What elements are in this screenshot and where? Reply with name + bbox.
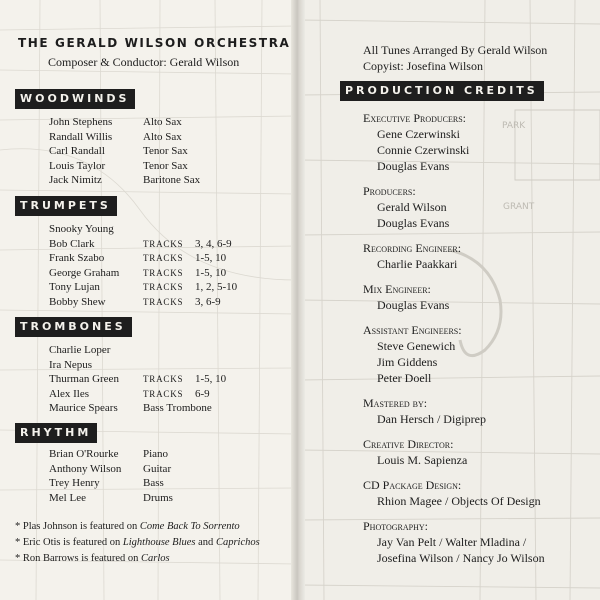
booklet-spine bbox=[291, 0, 305, 600]
member-role: Bass bbox=[143, 477, 164, 489]
member-name: Randall Willis bbox=[49, 130, 113, 143]
credit-name: Douglas Evans bbox=[377, 216, 450, 230]
map-label: PARK bbox=[502, 121, 526, 131]
credit-name: Jay Van Pelt / Walter Mladina / bbox=[377, 535, 527, 549]
song-title: Caprichos bbox=[215, 537, 260, 548]
credit-group bbox=[363, 518, 545, 566]
credit-heading: Photography: bbox=[363, 519, 428, 533]
footnote bbox=[15, 551, 260, 567]
member-name: Jack Nimitz bbox=[49, 174, 102, 186]
credit-group bbox=[363, 183, 545, 231]
member-name: Mel Lee bbox=[49, 491, 86, 504]
member-role: Bass Trombone bbox=[143, 402, 212, 414]
production-credits-tag: PRODUCTION CREDITS bbox=[340, 81, 544, 101]
member-name: Maurice Spears bbox=[49, 402, 118, 414]
member-name: George Graham bbox=[49, 266, 120, 279]
credit-name: Charlie Paakkari bbox=[377, 257, 458, 271]
credit-name: Dan Hersch / Digiprep bbox=[377, 412, 486, 426]
credit-name: Steve Genewich bbox=[377, 339, 456, 353]
footnote-text: * Eric Otis is featured on bbox=[15, 537, 123, 548]
member-name: Alex Iles bbox=[49, 387, 90, 400]
credit-name: Douglas Evans bbox=[377, 159, 450, 173]
copyist-line: Copyist: Josefina Wilson bbox=[363, 59, 483, 73]
tracks-label: TRACKS bbox=[143, 374, 184, 384]
production-credits-list bbox=[363, 110, 545, 575]
credit-group bbox=[363, 477, 545, 509]
section-tag-trombones: TROMBONES bbox=[15, 317, 132, 337]
tracks-label: TRACKS bbox=[143, 282, 184, 292]
left-page bbox=[0, 0, 296, 600]
credit-name: Gene Czerwinski bbox=[377, 127, 460, 141]
member-role: Alto Sax bbox=[143, 130, 182, 143]
member-name: Frank Szabo bbox=[49, 252, 105, 264]
member-name: Carl Randall bbox=[49, 145, 105, 157]
member-name: Anthony Wilson bbox=[49, 462, 122, 475]
footnote-joiner: and bbox=[195, 537, 216, 548]
tracks-value: 3, 4, 6-9 bbox=[195, 237, 232, 250]
credit-group bbox=[363, 395, 545, 427]
song-title: Lighthouse Blues bbox=[122, 537, 196, 548]
credit-group bbox=[363, 240, 545, 272]
song-title: Carlos bbox=[140, 553, 170, 564]
member-name: Bob Clark bbox=[49, 237, 95, 250]
member-role: Piano bbox=[143, 448, 169, 460]
member-name: Trey Henry bbox=[49, 477, 100, 489]
credit-group bbox=[363, 281, 545, 313]
member-name: Tony Lujan bbox=[49, 281, 100, 293]
member-name: Brian O'Rourke bbox=[49, 448, 119, 460]
tracks-value: 1-5, 10 bbox=[195, 373, 227, 385]
credit-group bbox=[363, 322, 545, 386]
member-role: Tenor Sax bbox=[143, 159, 188, 172]
credit-heading: Recording Engineer: bbox=[363, 241, 462, 255]
composer-conductor: Composer & Conductor: Gerald Wilson bbox=[48, 55, 240, 69]
credit-name: Gerald Wilson bbox=[377, 200, 447, 214]
orchestra-title: THE GERALD WILSON ORCHESTRA bbox=[18, 36, 291, 50]
tracks-label: TRACKS bbox=[143, 238, 184, 249]
credit-name: Josefina Wilson / Nancy Jo Wilson bbox=[377, 551, 545, 565]
member-name: Charlie Loper bbox=[49, 344, 111, 356]
member-role: Guitar bbox=[143, 462, 172, 475]
section-tag-woodwinds: WOODWINDS bbox=[15, 89, 135, 109]
footnote bbox=[15, 535, 260, 551]
member-name: Bobby Shew bbox=[49, 295, 106, 308]
credit-name: Peter Doell bbox=[377, 371, 432, 385]
credit-group bbox=[363, 110, 545, 174]
song-title: Come Back To Sorrento bbox=[139, 521, 240, 532]
credit-name: Jim Giddens bbox=[377, 355, 438, 369]
member-role: Alto Sax bbox=[143, 116, 182, 128]
credit-heading: Creative Director: bbox=[363, 437, 454, 451]
tracks-label: TRACKS bbox=[143, 267, 184, 278]
member-role: Tenor Sax bbox=[143, 145, 188, 157]
member-role: Drums bbox=[143, 491, 173, 504]
credit-heading: Mastered by: bbox=[363, 396, 428, 410]
footnote-text: * Ron Barrows is featured on bbox=[15, 553, 141, 564]
credit-heading: Mix Engineer: bbox=[363, 282, 431, 296]
arranger-line: All Tunes Arranged By Gerald Wilson bbox=[363, 43, 548, 57]
credit-name: Louis M. Sapienza bbox=[377, 453, 468, 467]
member-name: John Stephens bbox=[49, 116, 113, 128]
tracks-label: TRACKS bbox=[143, 296, 184, 307]
tracks-label: TRACKS bbox=[143, 388, 184, 399]
featured-soloists-notes bbox=[15, 519, 260, 567]
credit-name: Connie Czerwinski bbox=[377, 143, 470, 157]
tracks-value: 1-5, 10 bbox=[195, 266, 227, 279]
footnote bbox=[15, 519, 260, 535]
footnote-text: * Plas Johnson is featured on bbox=[15, 521, 140, 532]
credit-name: Douglas Evans bbox=[377, 298, 450, 312]
member-name: Ira Nepus bbox=[49, 358, 93, 371]
member-name: Louis Taylor bbox=[49, 159, 106, 172]
tracks-value: 1, 2, 5-10 bbox=[195, 281, 238, 293]
member-role: Baritone Sax bbox=[143, 174, 201, 186]
section-tag-rhythm: RHYTHM bbox=[15, 423, 97, 443]
tracks-value: 6-9 bbox=[195, 387, 210, 400]
map-label: GRANT bbox=[503, 202, 535, 212]
credit-heading: Assistant Engineers: bbox=[363, 323, 462, 337]
tracks-value: 3, 6-9 bbox=[195, 295, 221, 308]
member-name: Snooky Young bbox=[49, 223, 114, 235]
arrangement-info bbox=[363, 42, 547, 74]
credit-heading: Producers: bbox=[363, 184, 416, 198]
section-tag-trumpets: TRUMPETS bbox=[15, 196, 117, 216]
tracks-value: 1-5, 10 bbox=[195, 252, 227, 264]
member-name: Thurman Green bbox=[49, 373, 119, 385]
credit-name: Rhion Magee / Objects Of Design bbox=[377, 494, 541, 508]
tracks-label: TRACKS bbox=[143, 253, 184, 263]
credit-group bbox=[363, 436, 545, 468]
credit-heading: CD Package Design: bbox=[363, 478, 462, 492]
credit-heading: Executive Producers: bbox=[363, 111, 467, 125]
